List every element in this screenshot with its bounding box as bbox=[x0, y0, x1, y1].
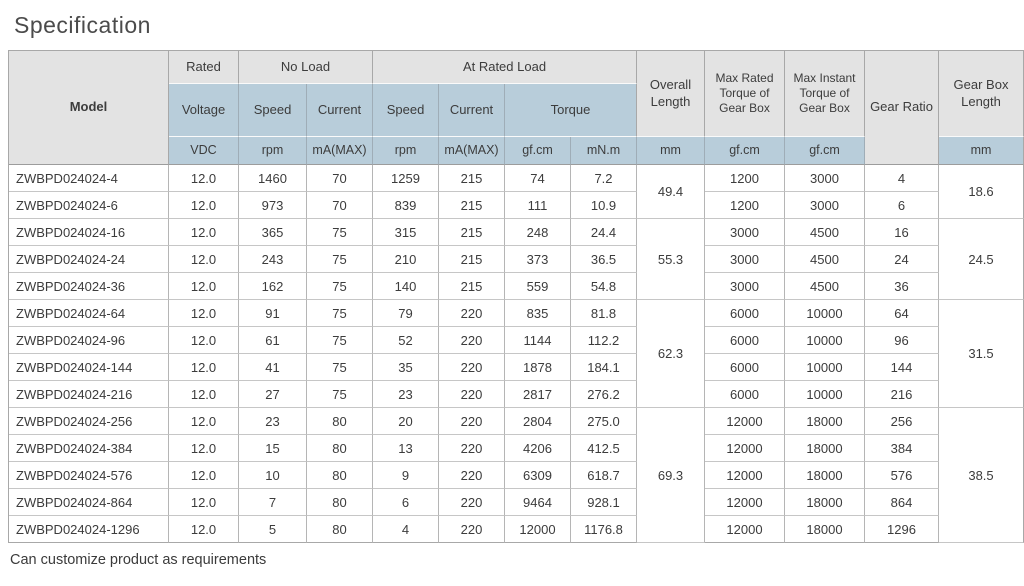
voltage-cell: 12.0 bbox=[169, 435, 239, 462]
col-header-overall-length: Overall Length bbox=[637, 51, 705, 137]
max-rated-torque-cell: 6000 bbox=[705, 354, 785, 381]
gear-ratio-cell: 864 bbox=[865, 489, 939, 516]
max-instant-torque-cell: 10000 bbox=[785, 300, 865, 327]
max-rated-torque-cell: 3000 bbox=[705, 273, 785, 300]
rated-current-cell: 220 bbox=[439, 516, 505, 543]
table-row bbox=[9, 516, 1024, 543]
unit-rated-speed: rpm bbox=[373, 137, 439, 165]
max-rated-torque-cell: 12000 bbox=[705, 462, 785, 489]
rated-current-cell: 215 bbox=[439, 219, 505, 246]
unit-voltage: VDC bbox=[169, 137, 239, 165]
no-load-current-cell: 80 bbox=[307, 408, 373, 435]
no-load-current-cell: 80 bbox=[307, 516, 373, 543]
max-instant-torque-cell: 4500 bbox=[785, 219, 865, 246]
col-header-torque: Torque bbox=[505, 84, 637, 137]
torque-mnm-cell: 10.9 bbox=[571, 192, 637, 219]
max-instant-torque-cell: 10000 bbox=[785, 354, 865, 381]
rated-speed-cell: 6 bbox=[373, 489, 439, 516]
torque-mnm-cell: 275.0 bbox=[571, 408, 637, 435]
rated-current-cell: 220 bbox=[439, 489, 505, 516]
table-row bbox=[9, 192, 1024, 219]
no-load-current-cell: 70 bbox=[307, 165, 373, 192]
torque-gfcm-cell: 248 bbox=[505, 219, 571, 246]
table-row bbox=[9, 165, 1024, 192]
col-header-gear-ratio: Gear Ratio bbox=[865, 51, 939, 165]
torque-mnm-cell: 24.4 bbox=[571, 219, 637, 246]
no-load-speed-cell: 91 bbox=[239, 300, 307, 327]
no-load-current-cell: 75 bbox=[307, 354, 373, 381]
overall-length-cell: 69.3 bbox=[637, 408, 705, 543]
rated-speed-cell: 4 bbox=[373, 516, 439, 543]
max-rated-torque-cell: 3000 bbox=[705, 246, 785, 273]
no-load-current-cell: 80 bbox=[307, 489, 373, 516]
table-row bbox=[9, 354, 1024, 381]
rated-speed-cell: 9 bbox=[373, 462, 439, 489]
max-rated-torque-cell: 12000 bbox=[705, 489, 785, 516]
table-row bbox=[9, 327, 1024, 354]
model-cell: ZWBPD024024-24 bbox=[9, 246, 169, 273]
rated-speed-cell: 210 bbox=[373, 246, 439, 273]
no-load-speed-cell: 243 bbox=[239, 246, 307, 273]
torque-mnm-cell: 36.5 bbox=[571, 246, 637, 273]
col-header-rated-speed: Speed bbox=[373, 84, 439, 137]
no-load-current-cell: 75 bbox=[307, 246, 373, 273]
rated-current-cell: 220 bbox=[439, 435, 505, 462]
max-rated-torque-cell: 3000 bbox=[705, 219, 785, 246]
torque-gfcm-cell: 6309 bbox=[505, 462, 571, 489]
rated-current-cell: 220 bbox=[439, 327, 505, 354]
model-cell: ZWBPD024024-256 bbox=[9, 408, 169, 435]
max-instant-torque-cell: 18000 bbox=[785, 435, 865, 462]
gear-ratio-cell: 24 bbox=[865, 246, 939, 273]
col-header-no-load-speed: Speed bbox=[239, 84, 307, 137]
voltage-cell: 12.0 bbox=[169, 381, 239, 408]
no-load-current-cell: 75 bbox=[307, 219, 373, 246]
spec-table-header bbox=[9, 51, 1024, 165]
rated-speed-cell: 79 bbox=[373, 300, 439, 327]
torque-mnm-cell: 184.1 bbox=[571, 354, 637, 381]
no-load-speed-cell: 61 bbox=[239, 327, 307, 354]
no-load-speed-cell: 973 bbox=[239, 192, 307, 219]
gear-ratio-cell: 6 bbox=[865, 192, 939, 219]
no-load-current-cell: 80 bbox=[307, 435, 373, 462]
no-load-current-cell: 75 bbox=[307, 273, 373, 300]
gear-ratio-cell: 4 bbox=[865, 165, 939, 192]
voltage-cell: 12.0 bbox=[169, 354, 239, 381]
model-cell: ZWBPD024024-6 bbox=[9, 192, 169, 219]
model-cell: ZWBPD024024-4 bbox=[9, 165, 169, 192]
max-rated-torque-cell: 12000 bbox=[705, 435, 785, 462]
rated-current-cell: 215 bbox=[439, 246, 505, 273]
max-rated-torque-cell: 1200 bbox=[705, 165, 785, 192]
no-load-current-cell: 70 bbox=[307, 192, 373, 219]
table-row bbox=[9, 462, 1024, 489]
rated-current-cell: 215 bbox=[439, 165, 505, 192]
torque-gfcm-cell: 111 bbox=[505, 192, 571, 219]
max-rated-torque-cell: 6000 bbox=[705, 327, 785, 354]
unit-gear-box-length: mm bbox=[939, 137, 1024, 165]
rated-current-cell: 220 bbox=[439, 300, 505, 327]
gear-box-length-cell: 18.6 bbox=[939, 165, 1024, 219]
table-row bbox=[9, 219, 1024, 246]
unit-torque-mnm: mN.m bbox=[571, 137, 637, 165]
rated-current-cell: 215 bbox=[439, 192, 505, 219]
torque-mnm-cell: 928.1 bbox=[571, 489, 637, 516]
rated-speed-cell: 52 bbox=[373, 327, 439, 354]
max-instant-torque-cell: 18000 bbox=[785, 516, 865, 543]
rated-speed-cell: 13 bbox=[373, 435, 439, 462]
torque-mnm-cell: 1176.8 bbox=[571, 516, 637, 543]
unit-torque-gfcm: gf.cm bbox=[505, 137, 571, 165]
max-instant-torque-cell: 18000 bbox=[785, 462, 865, 489]
no-load-speed-cell: 10 bbox=[239, 462, 307, 489]
voltage-cell: 12.0 bbox=[169, 165, 239, 192]
table-row bbox=[9, 489, 1024, 516]
voltage-cell: 12.0 bbox=[169, 192, 239, 219]
torque-mnm-cell: 412.5 bbox=[571, 435, 637, 462]
rated-speed-cell: 839 bbox=[373, 192, 439, 219]
rated-current-cell: 215 bbox=[439, 273, 505, 300]
no-load-speed-cell: 15 bbox=[239, 435, 307, 462]
table-row bbox=[9, 435, 1024, 462]
table-row bbox=[9, 408, 1024, 435]
torque-gfcm-cell: 12000 bbox=[505, 516, 571, 543]
gear-ratio-cell: 144 bbox=[865, 354, 939, 381]
torque-gfcm-cell: 4206 bbox=[505, 435, 571, 462]
col-header-max-instant-torque: Max Instant Torque of Gear Box bbox=[785, 51, 865, 137]
no-load-speed-cell: 365 bbox=[239, 219, 307, 246]
no-load-current-cell: 75 bbox=[307, 381, 373, 408]
max-instant-torque-cell: 18000 bbox=[785, 489, 865, 516]
model-cell: ZWBPD024024-216 bbox=[9, 381, 169, 408]
gear-ratio-cell: 384 bbox=[865, 435, 939, 462]
no-load-speed-cell: 23 bbox=[239, 408, 307, 435]
overall-length-cell: 49.4 bbox=[637, 165, 705, 219]
unit-no-load-speed: rpm bbox=[239, 137, 307, 165]
voltage-cell: 12.0 bbox=[169, 516, 239, 543]
no-load-speed-cell: 27 bbox=[239, 381, 307, 408]
gear-ratio-cell: 36 bbox=[865, 273, 939, 300]
col-header-rated-current: Current bbox=[439, 84, 505, 137]
model-cell: ZWBPD024024-96 bbox=[9, 327, 169, 354]
gear-ratio-cell: 256 bbox=[865, 408, 939, 435]
max-instant-torque-cell: 3000 bbox=[785, 192, 865, 219]
col-header-no-load-current: Current bbox=[307, 84, 373, 137]
voltage-cell: 12.0 bbox=[169, 219, 239, 246]
max-rated-torque-cell: 12000 bbox=[705, 408, 785, 435]
gear-box-length-cell: 38.5 bbox=[939, 408, 1024, 543]
model-cell: ZWBPD024024-384 bbox=[9, 435, 169, 462]
unit-no-load-current: mA(MAX) bbox=[307, 137, 373, 165]
torque-gfcm-cell: 835 bbox=[505, 300, 571, 327]
rated-speed-cell: 35 bbox=[373, 354, 439, 381]
model-cell: ZWBPD024024-1296 bbox=[9, 516, 169, 543]
model-cell: ZWBPD024024-36 bbox=[9, 273, 169, 300]
torque-gfcm-cell: 9464 bbox=[505, 489, 571, 516]
overall-length-cell: 62.3 bbox=[637, 300, 705, 408]
unit-max-rated-torque: gf.cm bbox=[705, 137, 785, 165]
unit-overall-length: mm bbox=[637, 137, 705, 165]
torque-mnm-cell: 276.2 bbox=[571, 381, 637, 408]
header-row-groups bbox=[9, 51, 1024, 84]
gear-box-length-cell: 24.5 bbox=[939, 219, 1024, 300]
spec-table-body bbox=[9, 165, 1024, 543]
no-load-current-cell: 75 bbox=[307, 327, 373, 354]
col-header-no-load: No Load bbox=[239, 51, 373, 84]
torque-gfcm-cell: 1878 bbox=[505, 354, 571, 381]
gear-ratio-cell: 96 bbox=[865, 327, 939, 354]
max-rated-torque-cell: 6000 bbox=[705, 300, 785, 327]
table-row bbox=[9, 300, 1024, 327]
torque-mnm-cell: 7.2 bbox=[571, 165, 637, 192]
max-instant-torque-cell: 3000 bbox=[785, 165, 865, 192]
voltage-cell: 12.0 bbox=[169, 246, 239, 273]
page-title: Specification bbox=[14, 12, 151, 38]
max-instant-torque-cell: 10000 bbox=[785, 381, 865, 408]
voltage-cell: 12.0 bbox=[169, 273, 239, 300]
table-row bbox=[9, 246, 1024, 273]
model-cell: ZWBPD024024-864 bbox=[9, 489, 169, 516]
voltage-cell: 12.0 bbox=[169, 300, 239, 327]
no-load-current-cell: 80 bbox=[307, 462, 373, 489]
no-load-speed-cell: 5 bbox=[239, 516, 307, 543]
torque-gfcm-cell: 74 bbox=[505, 165, 571, 192]
torque-mnm-cell: 112.2 bbox=[571, 327, 637, 354]
gear-ratio-cell: 64 bbox=[865, 300, 939, 327]
model-cell: ZWBPD024024-576 bbox=[9, 462, 169, 489]
max-rated-torque-cell: 12000 bbox=[705, 516, 785, 543]
rated-speed-cell: 1259 bbox=[373, 165, 439, 192]
col-header-max-rated-torque: Max Rated Torque of Gear Box bbox=[705, 51, 785, 137]
table-row bbox=[9, 381, 1024, 408]
torque-gfcm-cell: 2817 bbox=[505, 381, 571, 408]
voltage-cell: 12.0 bbox=[169, 489, 239, 516]
specification-table bbox=[8, 50, 1024, 543]
torque-gfcm-cell: 2804 bbox=[505, 408, 571, 435]
max-instant-torque-cell: 18000 bbox=[785, 408, 865, 435]
rated-current-cell: 220 bbox=[439, 381, 505, 408]
rated-speed-cell: 23 bbox=[373, 381, 439, 408]
rated-current-cell: 220 bbox=[439, 354, 505, 381]
voltage-cell: 12.0 bbox=[169, 327, 239, 354]
no-load-speed-cell: 41 bbox=[239, 354, 307, 381]
model-cell: ZWBPD024024-16 bbox=[9, 219, 169, 246]
unit-max-instant-torque: gf.cm bbox=[785, 137, 865, 165]
table-row bbox=[9, 273, 1024, 300]
max-instant-torque-cell: 10000 bbox=[785, 327, 865, 354]
gear-ratio-cell: 16 bbox=[865, 219, 939, 246]
torque-mnm-cell: 81.8 bbox=[571, 300, 637, 327]
col-header-voltage: Voltage bbox=[169, 84, 239, 137]
model-cell: ZWBPD024024-144 bbox=[9, 354, 169, 381]
col-header-gear-box-length: Gear Box Length bbox=[939, 51, 1024, 137]
rated-current-cell: 220 bbox=[439, 408, 505, 435]
max-rated-torque-cell: 1200 bbox=[705, 192, 785, 219]
max-instant-torque-cell: 4500 bbox=[785, 246, 865, 273]
torque-mnm-cell: 54.8 bbox=[571, 273, 637, 300]
torque-gfcm-cell: 373 bbox=[505, 246, 571, 273]
voltage-cell: 12.0 bbox=[169, 462, 239, 489]
rated-speed-cell: 20 bbox=[373, 408, 439, 435]
torque-gfcm-cell: 559 bbox=[505, 273, 571, 300]
no-load-speed-cell: 7 bbox=[239, 489, 307, 516]
torque-gfcm-cell: 1144 bbox=[505, 327, 571, 354]
max-rated-torque-cell: 6000 bbox=[705, 381, 785, 408]
max-instant-torque-cell: 4500 bbox=[785, 273, 865, 300]
gear-ratio-cell: 1296 bbox=[865, 516, 939, 543]
footnote: Can customize product as requirements bbox=[10, 552, 267, 568]
rated-speed-cell: 315 bbox=[373, 219, 439, 246]
overall-length-cell: 55.3 bbox=[637, 219, 705, 300]
model-cell: ZWBPD024024-64 bbox=[9, 300, 169, 327]
gear-box-length-cell: 31.5 bbox=[939, 300, 1024, 408]
gear-ratio-cell: 576 bbox=[865, 462, 939, 489]
rated-speed-cell: 140 bbox=[373, 273, 439, 300]
no-load-speed-cell: 1460 bbox=[239, 165, 307, 192]
no-load-speed-cell: 162 bbox=[239, 273, 307, 300]
col-header-model: Model bbox=[9, 51, 169, 165]
gear-ratio-cell: 216 bbox=[865, 381, 939, 408]
col-header-rated: Rated bbox=[169, 51, 239, 84]
unit-rated-current: mA(MAX) bbox=[439, 137, 505, 165]
rated-current-cell: 220 bbox=[439, 462, 505, 489]
voltage-cell: 12.0 bbox=[169, 408, 239, 435]
torque-mnm-cell: 618.7 bbox=[571, 462, 637, 489]
col-header-at-rated-load: At Rated Load bbox=[373, 51, 637, 84]
no-load-current-cell: 75 bbox=[307, 300, 373, 327]
